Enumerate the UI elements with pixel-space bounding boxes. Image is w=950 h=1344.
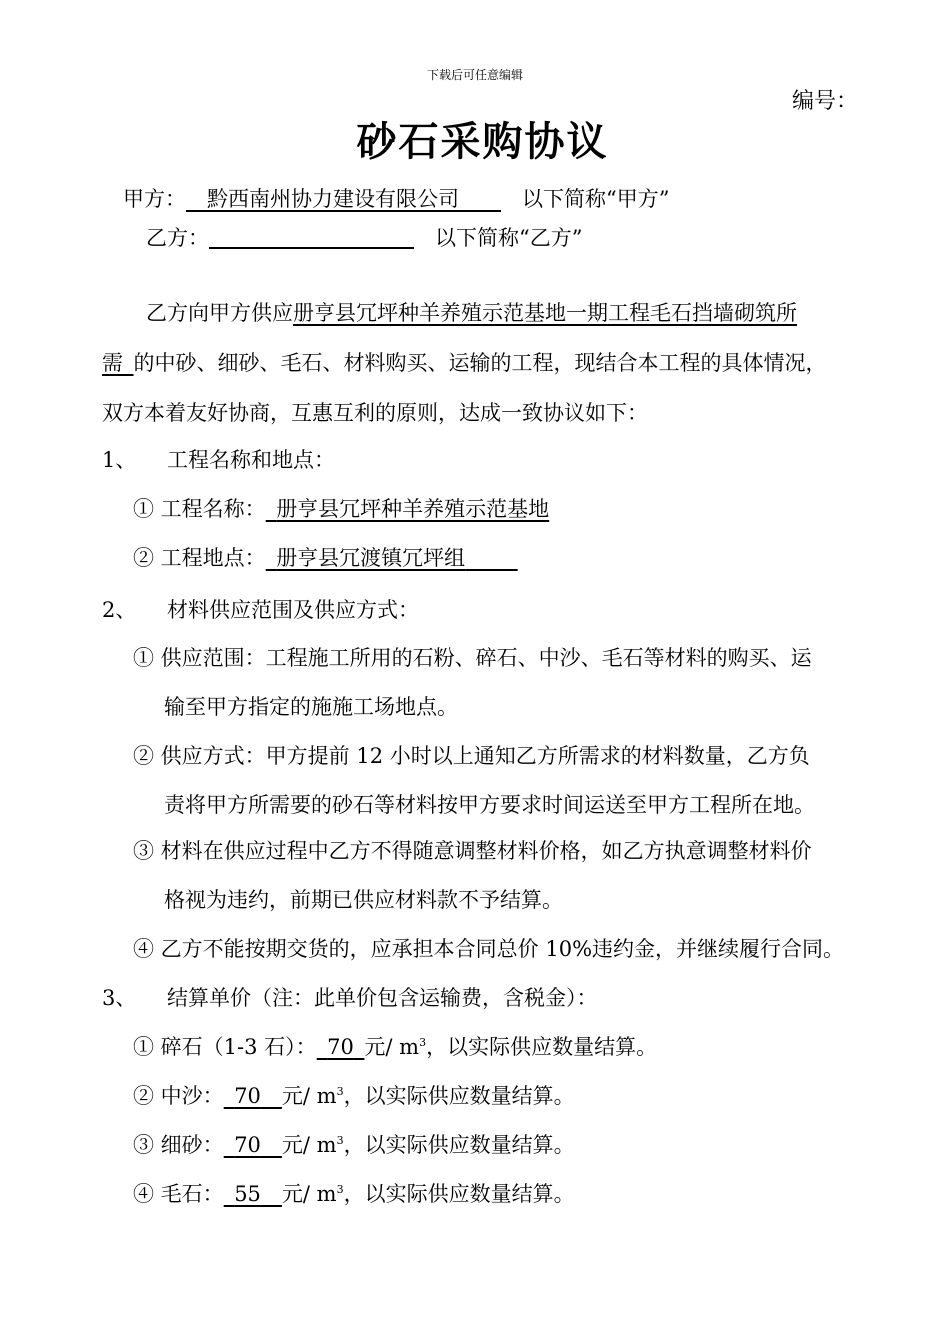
- price-item-label: ② 中沙：: [133, 1084, 224, 1108]
- party-a-name: 黔西南州协力建设有限公司: [207, 187, 459, 211]
- supply-scope-line-1: ① 供应范围：工程施工所用的石粉、碎石、中沙、毛石等材料的购买、运: [133, 646, 812, 670]
- party-b-blank: [209, 225, 414, 249]
- price-rule-line-2: 格视为违约，前期已供应材料款不予结算。: [164, 888, 563, 912]
- price-item-fine-sand: ③ 细砂： 70 元/ $m^3$，以实际供应数量结算。: [133, 1133, 575, 1157]
- party-b-line: [146, 222, 582, 252]
- section-1-heading: 工程名称和地点：: [167, 448, 335, 472]
- price-item-rubble: ④ 毛石： 55 元/ $m^3$，以实际供应数量结算。: [133, 1182, 575, 1206]
- price-item-label: ③ 细砂：: [133, 1133, 224, 1157]
- project-place-value: 册亨县冗渡镇冗坪组: [276, 546, 466, 570]
- project-place-label: ② 工程地点：: [133, 546, 266, 570]
- page-title: 砂石采购协议: [356, 119, 609, 165]
- price-item-gravel: ① 碎石（1-3 石）： 70 元/ $m^3$，以实际供应数量结算。: [133, 1035, 658, 1059]
- download-edit-hint: 下载后可任意编辑: [426, 68, 523, 82]
- project-name-line: [133, 493, 549, 523]
- price-item-label: ④ 毛石：: [133, 1182, 224, 1206]
- intro-project-end: 需: [102, 351, 123, 375]
- section-2-number: 2、: [102, 598, 137, 622]
- section-2-heading: 材料供应范围及供应方式：: [167, 598, 419, 622]
- price-value: 70: [234, 1084, 261, 1108]
- supply-method-line-1: ② 供应方式：甲方提前 12 小时以上通知乙方所需求的材料数量，乙方负: [133, 744, 810, 768]
- intro-line-3: 双方本着友好协商，互惠互利的原则，达成一致协议如下：: [102, 401, 648, 425]
- price-item-label: ① 碎石（1-3 石）：: [133, 1035, 317, 1059]
- project-name-value: 册亨县冗坪种羊养殖示范基地: [276, 497, 550, 521]
- project-name-label: ① 工程名称：: [133, 497, 266, 521]
- party-a-line: [123, 183, 669, 213]
- price-value: 70: [234, 1133, 261, 1157]
- party-a-alias: 以下简称“甲方”: [522, 187, 670, 211]
- party-a-label: 甲方：: [123, 187, 186, 211]
- price-value: 70: [327, 1035, 354, 1059]
- party-b-label: 乙方：: [146, 226, 209, 250]
- price-rule-line-1: ③ 材料在供应过程中乙方不得随意调整材料价格，如乙方执意调整材料价: [133, 839, 812, 863]
- supply-method-line-2: 责将甲方所需要的砂石等材料按甲方要求时间运送至甲方工程所在地。: [164, 793, 815, 817]
- penalty-line: ④ 乙方不能按期交货的，应承担本合同总价 10%违约金，并继续履行合同。: [133, 937, 845, 961]
- intro-line-2: [102, 347, 827, 377]
- party-b-alias: 以下简称“乙方”: [435, 226, 583, 250]
- project-place-line: [133, 542, 518, 572]
- price-value: 55: [234, 1182, 261, 1206]
- supply-scope-line-2: 输至甲方指定的施施工场地点。: [164, 695, 458, 719]
- price-item-medium-sand: ② 中沙： 70 元/ $m^3$，以实际供应数量结算。: [133, 1084, 575, 1108]
- section-3-number: 3、: [102, 986, 137, 1010]
- section-1-number: 1、: [102, 448, 137, 472]
- intro-text: 的中砂、细砂、毛石、材料购买、运输的工程，现结合本工程的具体情况，: [133, 351, 827, 375]
- intro-line-1: [146, 297, 797, 327]
- intro-project: 册亨县冗坪种羊养殖示范基地一期工程毛石挡墙砌筑所: [293, 301, 797, 325]
- doc-number-label: 编号：: [792, 89, 859, 114]
- intro-lead: 乙方向甲方供应: [146, 301, 293, 325]
- section-3-heading: 结算单价（注：此单价包含运输费，含税金）：: [167, 986, 598, 1010]
